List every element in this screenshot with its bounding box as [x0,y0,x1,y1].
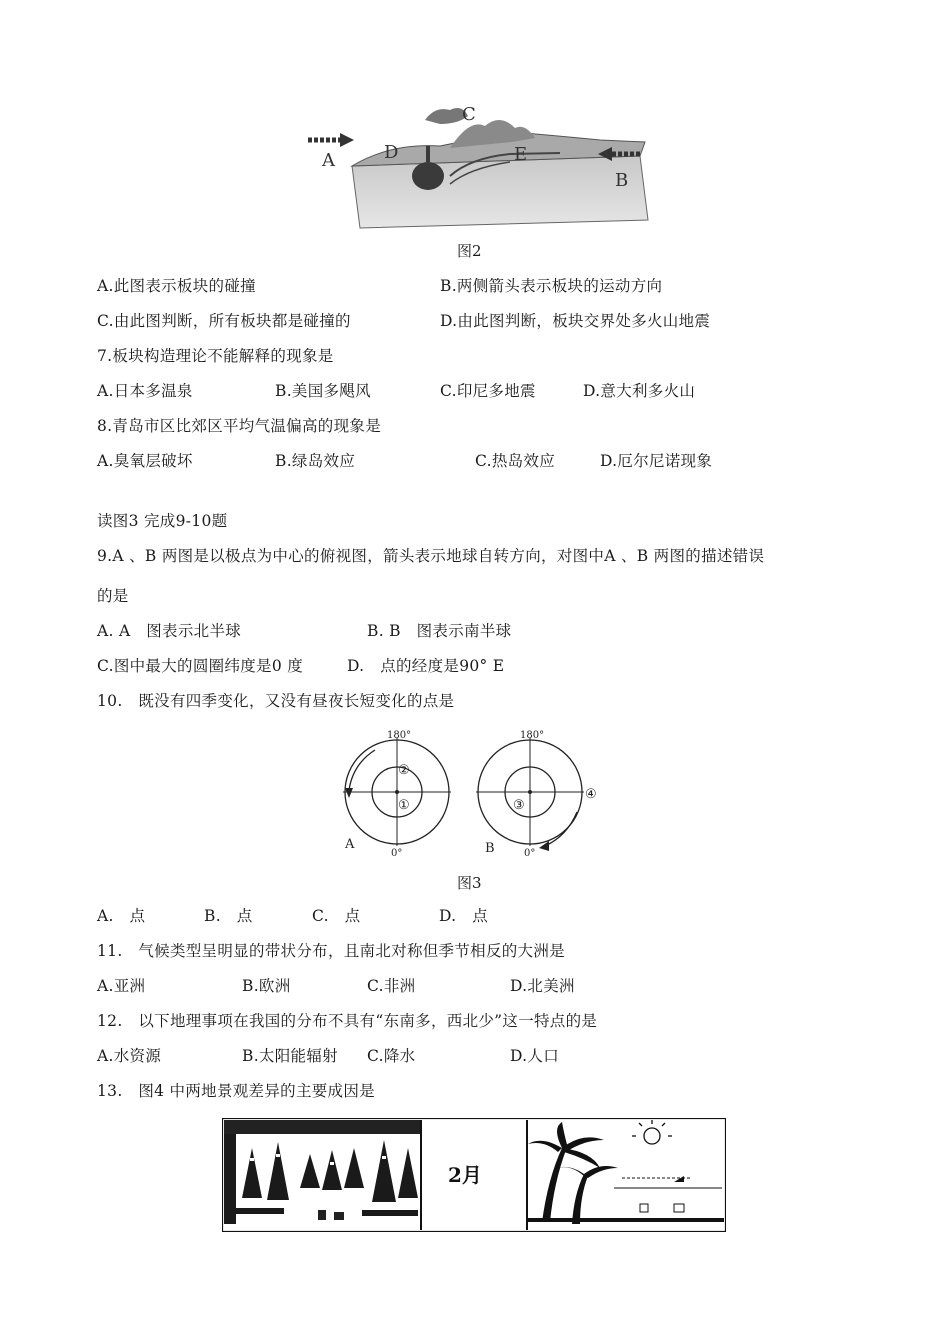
q10-option-b[interactable]: B. 点 [204,907,253,925]
figure3-b-top-label: 180° [520,730,545,741]
figure2-diagram [300,98,685,233]
q9-option-d[interactable]: D. 点的经度是90° E [347,657,505,675]
tropical-beach-picture [526,1120,724,1230]
magma-chamber [412,162,444,190]
q10-option-d[interactable]: D. 点 [439,907,489,925]
figure3-a-bottom-label: 0° [391,848,403,859]
figure3-panel-b [476,730,597,859]
q12-option-b[interactable]: B.太阳能辐射 [242,1047,338,1065]
q7-option-d[interactable]: D.意大利多火山 [583,382,696,400]
q10-option-a[interactable]: A. 点 [97,907,146,925]
point-2-label: ② [398,763,410,778]
figure3-panel-a-label: A [345,837,355,852]
q12-stem: 12. 以下地理事项在我国的分布不具有“东南多，西北少”这一特点的是 [97,1012,598,1030]
point-4-label: ④ [585,787,597,802]
q6-option-c[interactable]: C.由此图判断，所有板块都是碰撞的 [97,312,351,330]
q10-stem: 10. 既没有四季变化，又没有昼夜长短变化的点是 [97,692,455,710]
q13-stem: 13. 图4 中两地景观差异的主要成因是 [97,1082,375,1100]
figure3-b-bottom-label: 0° [524,848,536,859]
q11-stem: 11. 气候类型呈明显的带状分布，且南北对称但季节相反的大洲是 [97,942,565,960]
figure4-image [222,1118,726,1232]
label-c: C [462,104,476,125]
point-1-label: ① [398,798,410,813]
q11-option-a[interactable]: A.亚洲 [97,977,146,995]
q9-option-c[interactable]: C.图中最大的圆圈纬度是0 度 [97,657,304,675]
q10-option-c[interactable]: C. 点 [312,907,361,925]
q8-option-b[interactable]: B.绿岛效应 [275,452,356,470]
q11-option-c[interactable]: C.非洲 [367,977,416,995]
q6-option-b[interactable]: B.两侧箭头表示板块的运动方向 [440,277,663,295]
figure4-center-label: 2月 [448,1163,482,1187]
q9-option-a[interactable]: A. A 图表示北半球 [97,622,242,640]
label-e: E [514,144,528,165]
q8-option-c[interactable]: C.热岛效应 [475,452,556,470]
q12-option-a[interactable]: A.水资源 [97,1047,162,1065]
q8-option-d[interactable]: D.厄尔尼诺现象 [600,452,713,470]
q7-option-b[interactable]: B.美国多飓风 [275,382,371,400]
q8-stem: 8.青岛市区比郊区平均气温偏高的现象是 [97,417,381,435]
rotation-arrow-a-icon [349,750,375,790]
q9-stem-line2: 的是 [97,587,129,605]
label-d: D [384,142,399,163]
q9-option-b[interactable]: B. B 图表示南半球 [367,622,512,640]
q7-option-c[interactable]: C.印尼多地震 [440,382,536,400]
q6-option-a[interactable]: A.此图表示板块的碰撞 [97,277,256,295]
q12-option-c[interactable]: C.降水 [367,1047,416,1065]
rotation-arrow-b-icon [545,812,577,846]
q6-option-d[interactable]: D.由此图判断，板块交界处多火山地震 [440,312,711,330]
q7-option-a[interactable]: A.日本多温泉 [97,382,193,400]
figure3-panel-a [343,730,451,859]
figure3-diagram [335,728,625,863]
figure3-panel-b-label: B [485,841,495,856]
q7-stem: 7.板块构造理论不能解释的现象是 [97,347,334,365]
snowy-forest-picture [224,1120,422,1230]
label-b: B [615,170,629,191]
q9-stem-line1: 9.A 、B 两图是以极点为中心的俯视图，箭头表示地球自转方向，对图中A 、B 两图的描述错误 [97,547,765,565]
label-a: A [322,150,335,171]
point-3-label: ③ [513,798,525,813]
section-intro: 读图3 完成9-10题 [97,512,228,530]
arrow-a-icon [308,133,354,147]
q12-option-d[interactable]: D.人口 [510,1047,560,1065]
figure3-caption: 图3 [457,874,482,892]
q8-option-a[interactable]: A.臭氧层破坏 [97,452,193,470]
figure3-a-top-label: 180° [387,730,412,741]
figure2-caption: 图2 [457,242,482,260]
q11-option-b[interactable]: B.欧洲 [242,977,291,995]
q11-option-d[interactable]: D.北美洲 [510,977,575,995]
